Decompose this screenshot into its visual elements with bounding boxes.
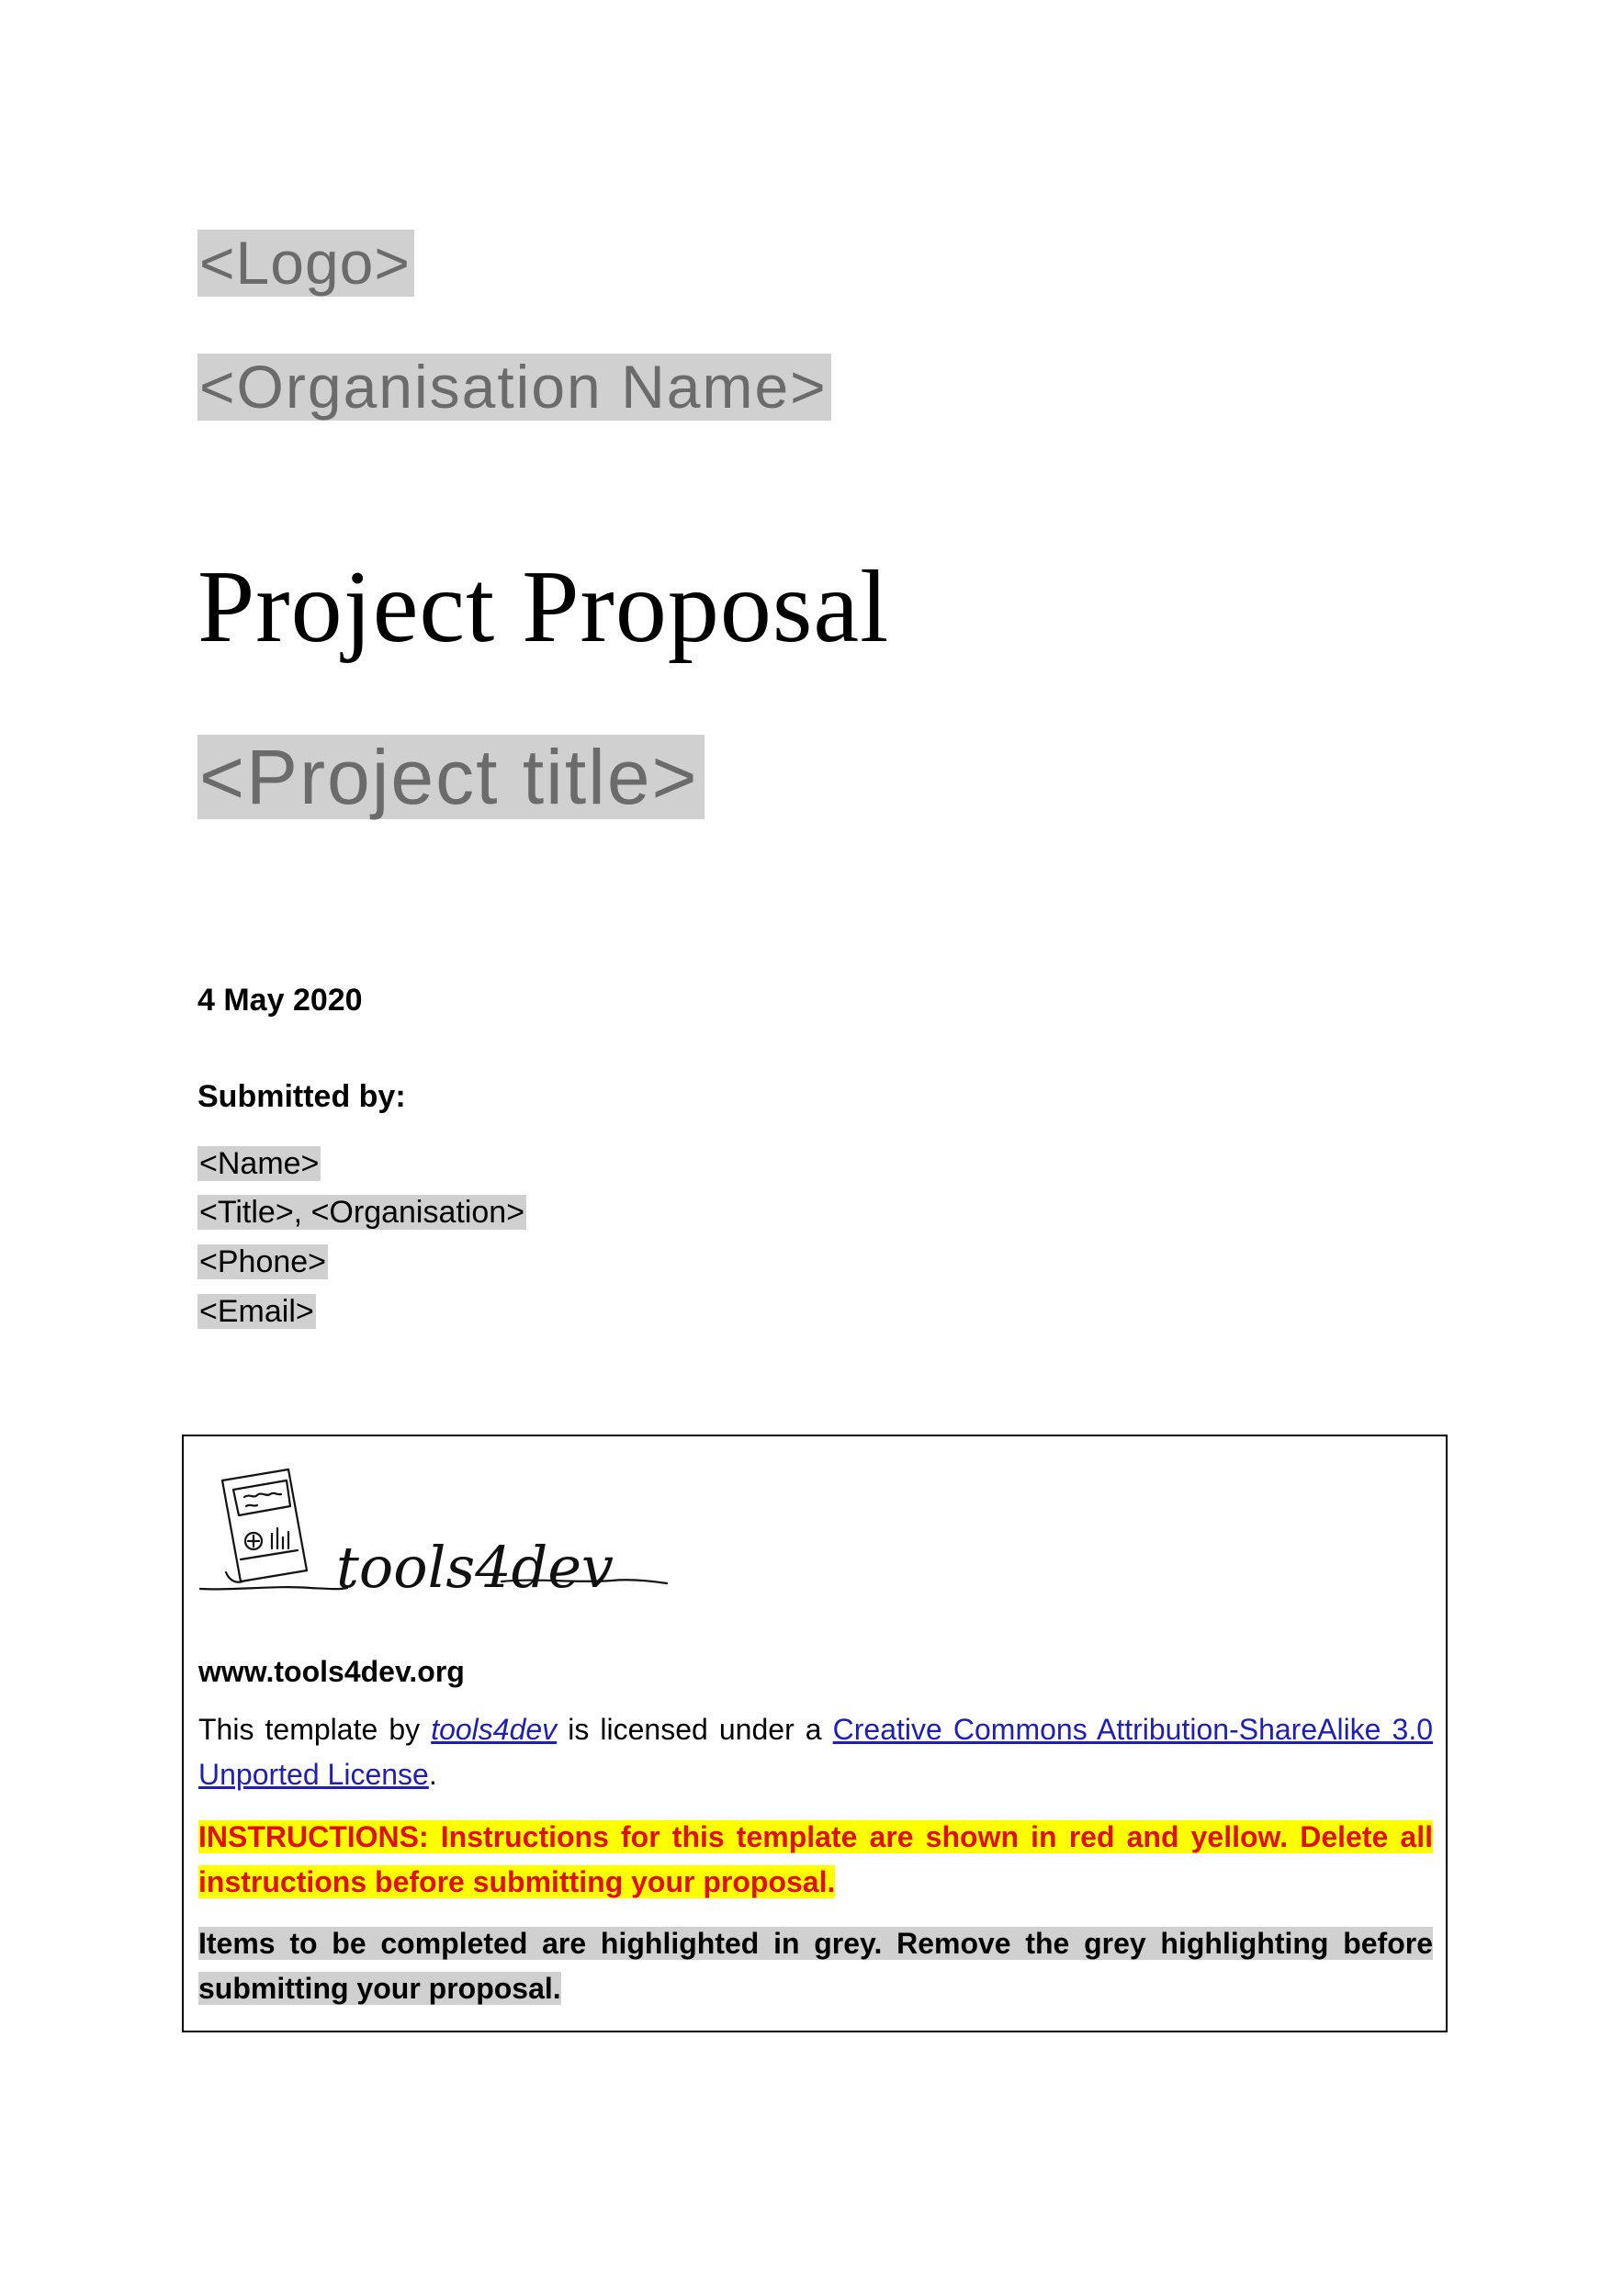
license-box [182,1435,1448,2032]
tools4dev-link[interactable]: tools4dev [431,1713,558,1746]
grey-highlight-note [198,1921,1433,2011]
submitted-by-label: Submitted by: [197,1079,406,1114]
contact-name-text: <Name> [199,1146,320,1181]
license-suffix: . [428,1758,437,1791]
project-title-placeholder: <Project title> [197,735,704,819]
website-url: www.tools4dev.org [198,1655,465,1688]
creative-commons-link[interactable]: Creative Commons Attribution-ShareAlike 3.0 Unported License [198,1713,1434,1791]
license-prefix: This template by [198,1713,432,1746]
contact-email-text: <Email> [199,1294,314,1329]
contact-phone-text: <Phone> [199,1244,327,1279]
proposal-date: 4 May 2020 [197,983,363,1018]
contact-phone [197,1244,328,1281]
tools4dev-logo-text: tools4dev [336,1534,614,1601]
contact-email [197,1293,316,1331]
organisation-name-placeholder: <Organisation Name> [197,354,831,421]
instructions-note [198,1815,1433,1905]
contact-title-text: <Title>, <Organisation> [199,1195,525,1230]
grey-note-text: Items to be completed are highlighted in grey. Remove the grey highlighting before submitting your proposal. [198,1927,1433,2005]
document-title: Project Proposal [197,550,890,664]
contact-title-organisation [197,1194,526,1232]
license-statement [198,1707,1433,1797]
tools4dev-logo [198,1462,676,1609]
instructions-text: INSTRUCTIONS: Instructions for this template are shown in red and yellow. Delete all instructions before submitting your proposal. [198,1820,1433,1898]
contact-name [197,1145,321,1183]
logo-placeholder: <Logo> [197,230,414,297]
license-middle: is licensed under a [557,1713,833,1746]
